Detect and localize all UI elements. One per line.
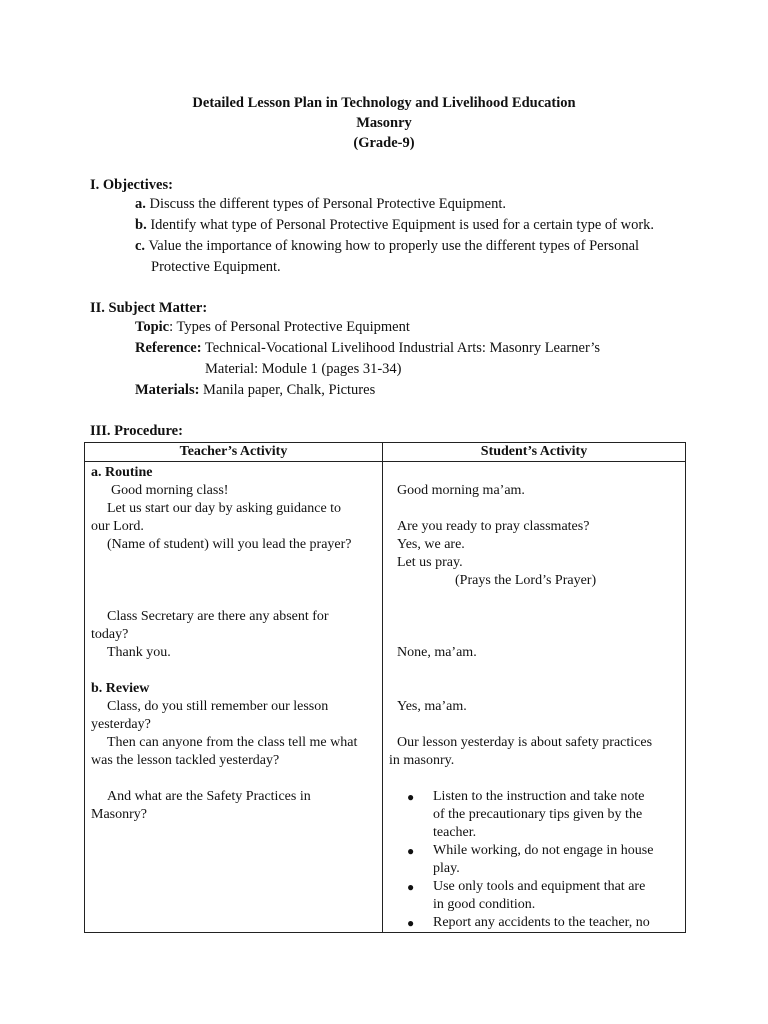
materials-line: Materials: Manila paper, Chalk, Pictures [135, 382, 376, 398]
reference-line: Reference: Technical-Vocational Livelihood Industrial Arts: Masonry Learner’s [135, 340, 600, 356]
student-line: in masonry. [389, 753, 455, 768]
objectives-list [135, 194, 695, 278]
teacher-line: Let us start our day by asking guidance to [107, 501, 342, 516]
procedure-heading: III. Procedure: [90, 423, 183, 439]
teacher-activity-cell [85, 462, 383, 933]
student-activity-cell [383, 462, 686, 933]
student-line: Our lesson yesterday is about safety practices [397, 735, 653, 750]
reference-cont: Material: Module 1 (pages 31-34) [205, 361, 402, 377]
student-line: Yes, ma’am. [397, 699, 467, 714]
document-header [0, 93, 768, 153]
document-grade: (Grade-9) [353, 135, 415, 151]
teacher-line: was the lesson tackled yesterday? [91, 753, 280, 768]
topic-line: Topic: Types of Personal Protective Equipment [135, 319, 410, 335]
teacher-line: Masonry? [91, 807, 147, 822]
student-line: Let us pray. [397, 555, 463, 570]
teacher-line: Then can anyone from the class tell me what [107, 735, 358, 750]
teacher-activity-header: Teacher’s Activity [85, 443, 383, 462]
teacher-line: Class Secretary are there any absent for [107, 609, 329, 624]
list-item: ● While working, do not engage in house play. [407, 843, 654, 876]
list-item: ● Listen to the instruction and take note of the precautionary tips given by the teacher. [407, 789, 645, 840]
teacher-line: (Name of student) will you lead the prayer? [107, 537, 352, 552]
teacher-line: And what are the Safety Practices in [107, 789, 311, 804]
student-line: None, ma’am. [397, 645, 477, 660]
bullet-icon: ● [407, 880, 415, 894]
teacher-line: Thank you. [107, 645, 171, 660]
teacher-line: our Lord. [91, 519, 144, 534]
objective-item: c. Value the importance of knowing how to properly use the different types of Personal Protective Equipment. [135, 238, 640, 275]
subject-matter-heading: II. Subject Matter: [90, 300, 208, 316]
objective-item: a. Discuss the different types of Personal Protective Equipment. [135, 196, 507, 212]
subject-matter-details [135, 317, 600, 401]
student-activity-header: Student’s Activity [383, 443, 686, 462]
teacher-line: yesterday? [91, 717, 151, 732]
document-title: Detailed Lesson Plan in Technology and Livelihood Education [192, 95, 576, 111]
teacher-line: today? [91, 627, 129, 642]
student-line: Yes, we are. [397, 537, 465, 552]
bullet-icon: ● [407, 844, 415, 858]
bullet-icon: ● [407, 790, 415, 804]
routine-heading: a. Routine [91, 465, 153, 480]
document-subject: Masonry [356, 115, 412, 131]
bullet-icon: ● [407, 916, 415, 930]
student-line: Are you ready to pray classmates? [397, 519, 590, 534]
student-line: (Prays the Lord’s Prayer) [455, 573, 597, 588]
list-item: ● Use only tools and equipment that are in good condition. [407, 879, 646, 912]
objective-item: b. Identify what type of Personal Protective Equipment is used for a certain type of work. [135, 217, 655, 233]
safety-practices-list [389, 788, 679, 932]
list-item: ● Report any accidents to the teacher, no [407, 915, 650, 930]
teacher-line: Class, do you still remember our lesson [107, 699, 329, 714]
student-line: Good morning ma’am. [397, 483, 525, 498]
review-heading: b. Review [91, 681, 150, 696]
objectives-heading: I. Objectives: [90, 177, 173, 193]
procedure-table [84, 442, 686, 933]
teacher-line: Good morning class! [111, 483, 229, 498]
